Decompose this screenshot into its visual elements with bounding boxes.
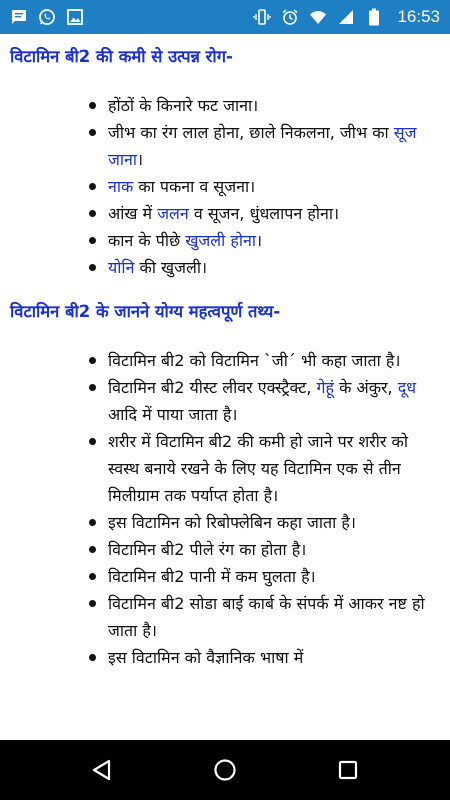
bullet (89, 573, 96, 580)
bullet (89, 183, 96, 190)
notification-icons (10, 8, 84, 26)
alarm-icon (281, 8, 299, 26)
list-item: आंख में जलन व सूजन, धुंधलापन होना। (10, 200, 440, 227)
list-item: विटामिन बी2 यीस्ट लीवर एक्स्ट्रैक्ट, गेहूं के अंकुर, दूध आदि में पाया जाता है। (10, 374, 440, 428)
list-item: योनि की खुजली। (10, 254, 440, 281)
heading-important-facts: विटामिन बी2 के जानने योग्य महत्वपूर्ण तथ्य- (10, 302, 281, 321)
system-icons (253, 7, 440, 27)
bullet (89, 210, 96, 217)
back-button[interactable] (82, 750, 122, 790)
image-icon (66, 8, 84, 26)
recents-button[interactable] (328, 750, 368, 790)
bullet (89, 129, 96, 136)
list-item: विटामिन बी2 पानी में कम घुलता है। (10, 563, 440, 590)
heading-deficiency-diseases: विटामिन बी2 की कमी से उत्पन्न रोग- (10, 47, 233, 66)
link-doodh[interactable]: दूध (397, 378, 417, 397)
list-item: जीभ का रंग लाल होना, छाले निकलना, जीभ का सूज जाना। (10, 119, 440, 173)
list-important-facts (10, 347, 440, 671)
message-icon (10, 8, 28, 26)
whatsapp-icon (38, 8, 56, 26)
link-sooj-jana[interactable]: सूज जाना (108, 123, 417, 169)
list-deficiency-diseases (10, 92, 440, 281)
list-item: इस विटामिन को वैज्ञानिक भाषा में (10, 644, 440, 671)
list-item: शरीर में विटामिन बी2 की कमी हो जाने पर शरीर को स्वस्थ बनाये रखने के लिए यह विटामिन एक से तीन मिलीग्राम तक पर्याप्त होता है। (10, 428, 440, 509)
list-item: नाक का पकना व सूजना। (10, 173, 440, 200)
bullet (89, 519, 96, 526)
list-item: होंठों के किनारे फट जाना। (10, 92, 440, 119)
list-item: विटामिन बी2 सोडा बाई कार्ब के संपर्क में आकर नष्ट हो जाता है। (10, 590, 440, 644)
back-icon (90, 758, 114, 782)
link-gehun[interactable]: गेहूं (316, 378, 335, 397)
bullet (89, 264, 96, 271)
bullet (89, 438, 96, 445)
navigation-bar (0, 740, 450, 800)
list-item: कान के पीछे खुजली होना। (10, 227, 440, 254)
status-bar (0, 0, 450, 34)
battery-icon (365, 8, 383, 26)
bullet (89, 600, 96, 607)
bullet (89, 237, 96, 244)
home-button[interactable] (205, 750, 245, 790)
list-item: इस विटामिन को रिबोफ्लेबिन कहा जाता है। (10, 509, 440, 536)
list-item: विटामिन बी2 को विटामिन `जी´ भी कहा जाता है। (10, 347, 440, 374)
home-icon (213, 758, 237, 782)
wifi-icon (309, 8, 327, 26)
bullet (89, 357, 96, 364)
bullet (89, 384, 96, 391)
link-khujli-hona[interactable]: खुजली होना (185, 231, 257, 250)
vibrate-icon (253, 8, 271, 26)
link-naak[interactable]: नाक (108, 177, 134, 196)
signal-icon (337, 8, 355, 26)
bullet (89, 102, 96, 109)
article-content[interactable] (0, 34, 450, 740)
clock: 16:53 (397, 7, 440, 26)
bullet (89, 654, 96, 661)
bullet (89, 546, 96, 553)
list-item: विटामिन बी2 पीले रंग का होता है। (10, 536, 440, 563)
recents-icon (336, 758, 360, 782)
link-yoni[interactable]: योनि (108, 258, 135, 277)
link-jalan[interactable]: जलन (157, 204, 189, 223)
